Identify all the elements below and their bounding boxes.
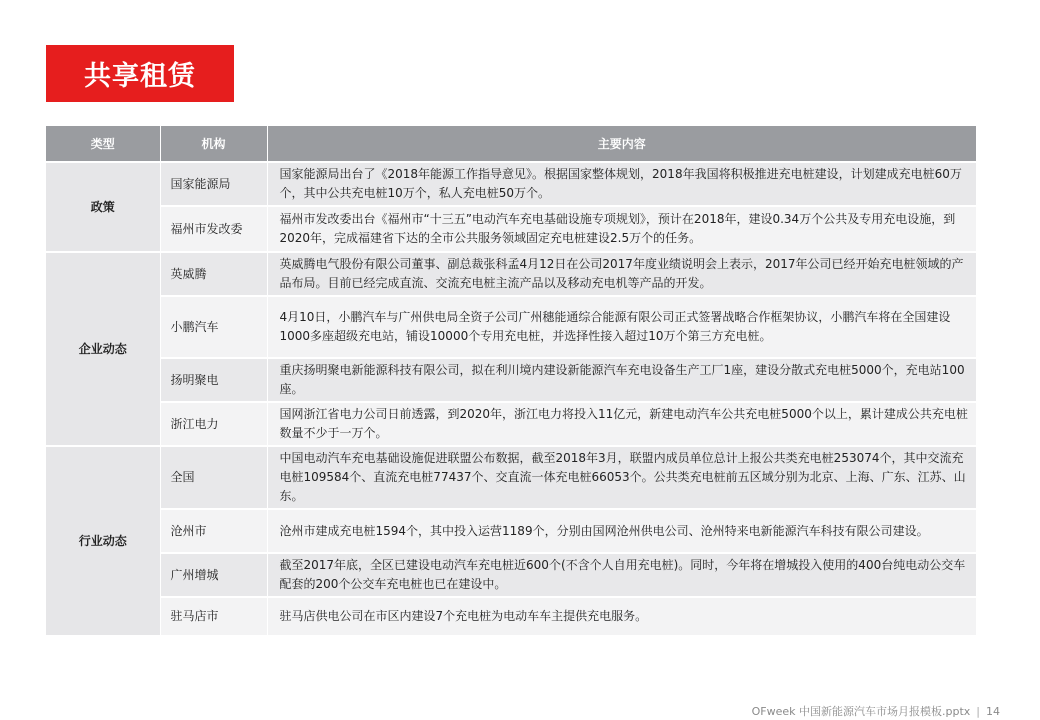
content-cell: 国家能源局出台了《2018年能源工作指导意见》。根据国家整体规划，2018年我国将积极推进充电桩建设，计划建成充电桩60万个，其中公共充电桩10万个，私人充电桩50万个。 bbox=[267, 162, 976, 206]
table-row bbox=[46, 162, 976, 206]
content-cell: 国网浙江省电力公司日前透露，到2020年，浙江电力将投入11亿元，新建电动汽车公共充电桩5000个以上，累计建成公共充电桩数量不少于一万个。 bbox=[267, 402, 976, 446]
footer-separator: | bbox=[976, 704, 980, 718]
org-cell: 英威腾 bbox=[160, 252, 267, 296]
header-content: 主要内容 bbox=[267, 126, 976, 162]
content-cell: 重庆扬明聚电新能源科技有限公司，拟在利川境内建设新能源汽车充电设备生产工厂1座，建设分散式充电桩5000个，充电站100座。 bbox=[267, 358, 976, 402]
table-row bbox=[46, 553, 976, 597]
org-cell: 福州市发改委 bbox=[160, 206, 267, 252]
content-cell: 英威腾电气股份有限公司董事、副总裁张科孟4月12日在公司2017年度业绩说明会上表示，2017年公司已经开始充电桩领域的产品布局。目前已经完成直流、交流充电桩主流产品以及移动充电机等产品的开发。 bbox=[267, 252, 976, 296]
header-type: 类型 bbox=[46, 126, 160, 162]
page-number: 14 bbox=[986, 704, 1000, 718]
org-cell: 浙江电力 bbox=[160, 402, 267, 446]
table-row bbox=[46, 597, 976, 635]
category-industry-news: 行业动态 bbox=[46, 446, 160, 635]
org-cell: 驻马店市 bbox=[160, 597, 267, 635]
footer-filename: OFweek 中国新能源汽车市场月报模板.pptx bbox=[751, 705, 971, 718]
org-cell: 国家能源局 bbox=[160, 162, 267, 206]
content-cell: 沧州市建成充电桩1594个，其中投入运营1189个，分别由国网沧州供电公司、沧州特来电新能源汽车科技有限公司建设。 bbox=[267, 509, 976, 553]
table-row bbox=[46, 509, 976, 553]
table-row bbox=[46, 446, 976, 509]
org-cell: 广州增城 bbox=[160, 553, 267, 597]
info-table bbox=[46, 126, 976, 635]
category-company-news: 企业动态 bbox=[46, 252, 160, 446]
org-cell: 全国 bbox=[160, 446, 267, 509]
content-cell: 中国电动汽车充电基础设施促进联盟公布数据，截至2018年3月，联盟内成员单位总计上报公共类充电桩253074个，其中交流充电桩109584个、直流充电桩77437个、交直流一体充电桩66053个。公共类充电桩前五区域分别为北京、上海、广东、江苏、山东。 bbox=[267, 446, 976, 509]
slide-footer bbox=[752, 703, 1000, 719]
table-row bbox=[46, 296, 976, 358]
org-cell: 扬明聚电 bbox=[160, 358, 267, 402]
header-org: 机构 bbox=[160, 126, 267, 162]
slide-title-box bbox=[46, 45, 234, 102]
org-cell: 小鹏汽车 bbox=[160, 296, 267, 358]
content-cell: 福州市发改委出台《福州市“十三五”电动汽车充电基础设施专项规划》，预计在2018年，建设0.34万个公共及专用充电设施，到2020年，完成福建省下达的全市公共服务领域固定充电桩建设2.5万个的任务。 bbox=[267, 206, 976, 252]
content-cell: 4月10日，小鹏汽车与广州供电局全资子公司广州穗能通综合能源有限公司正式签署战略合作框架协议，小鹏汽车将在全国建设1000多座超级充电站，铺设10000个专用充电桩，并选择性接入超过10万个第三方充电桩。 bbox=[267, 296, 976, 358]
table-row bbox=[46, 252, 976, 296]
category-policy: 政策 bbox=[46, 162, 160, 252]
table-header-row bbox=[46, 126, 976, 162]
org-cell: 沧州市 bbox=[160, 509, 267, 553]
content-cell: 驻马店供电公司在市区内建设7个充电桩为电动车车主提供充电服务。 bbox=[267, 597, 976, 635]
table-row bbox=[46, 402, 976, 446]
slide-title: 共享租赁 bbox=[84, 61, 196, 92]
table-row bbox=[46, 358, 976, 402]
content-cell: 截至2017年底，全区已建设电动汽车充电桩近600个(不含个人自用充电桩)。同时，今年将在增城投入使用的400台纯电动公交车配套的200个公交车充电桩也已在建设中。 bbox=[267, 553, 976, 597]
table-row bbox=[46, 206, 976, 252]
